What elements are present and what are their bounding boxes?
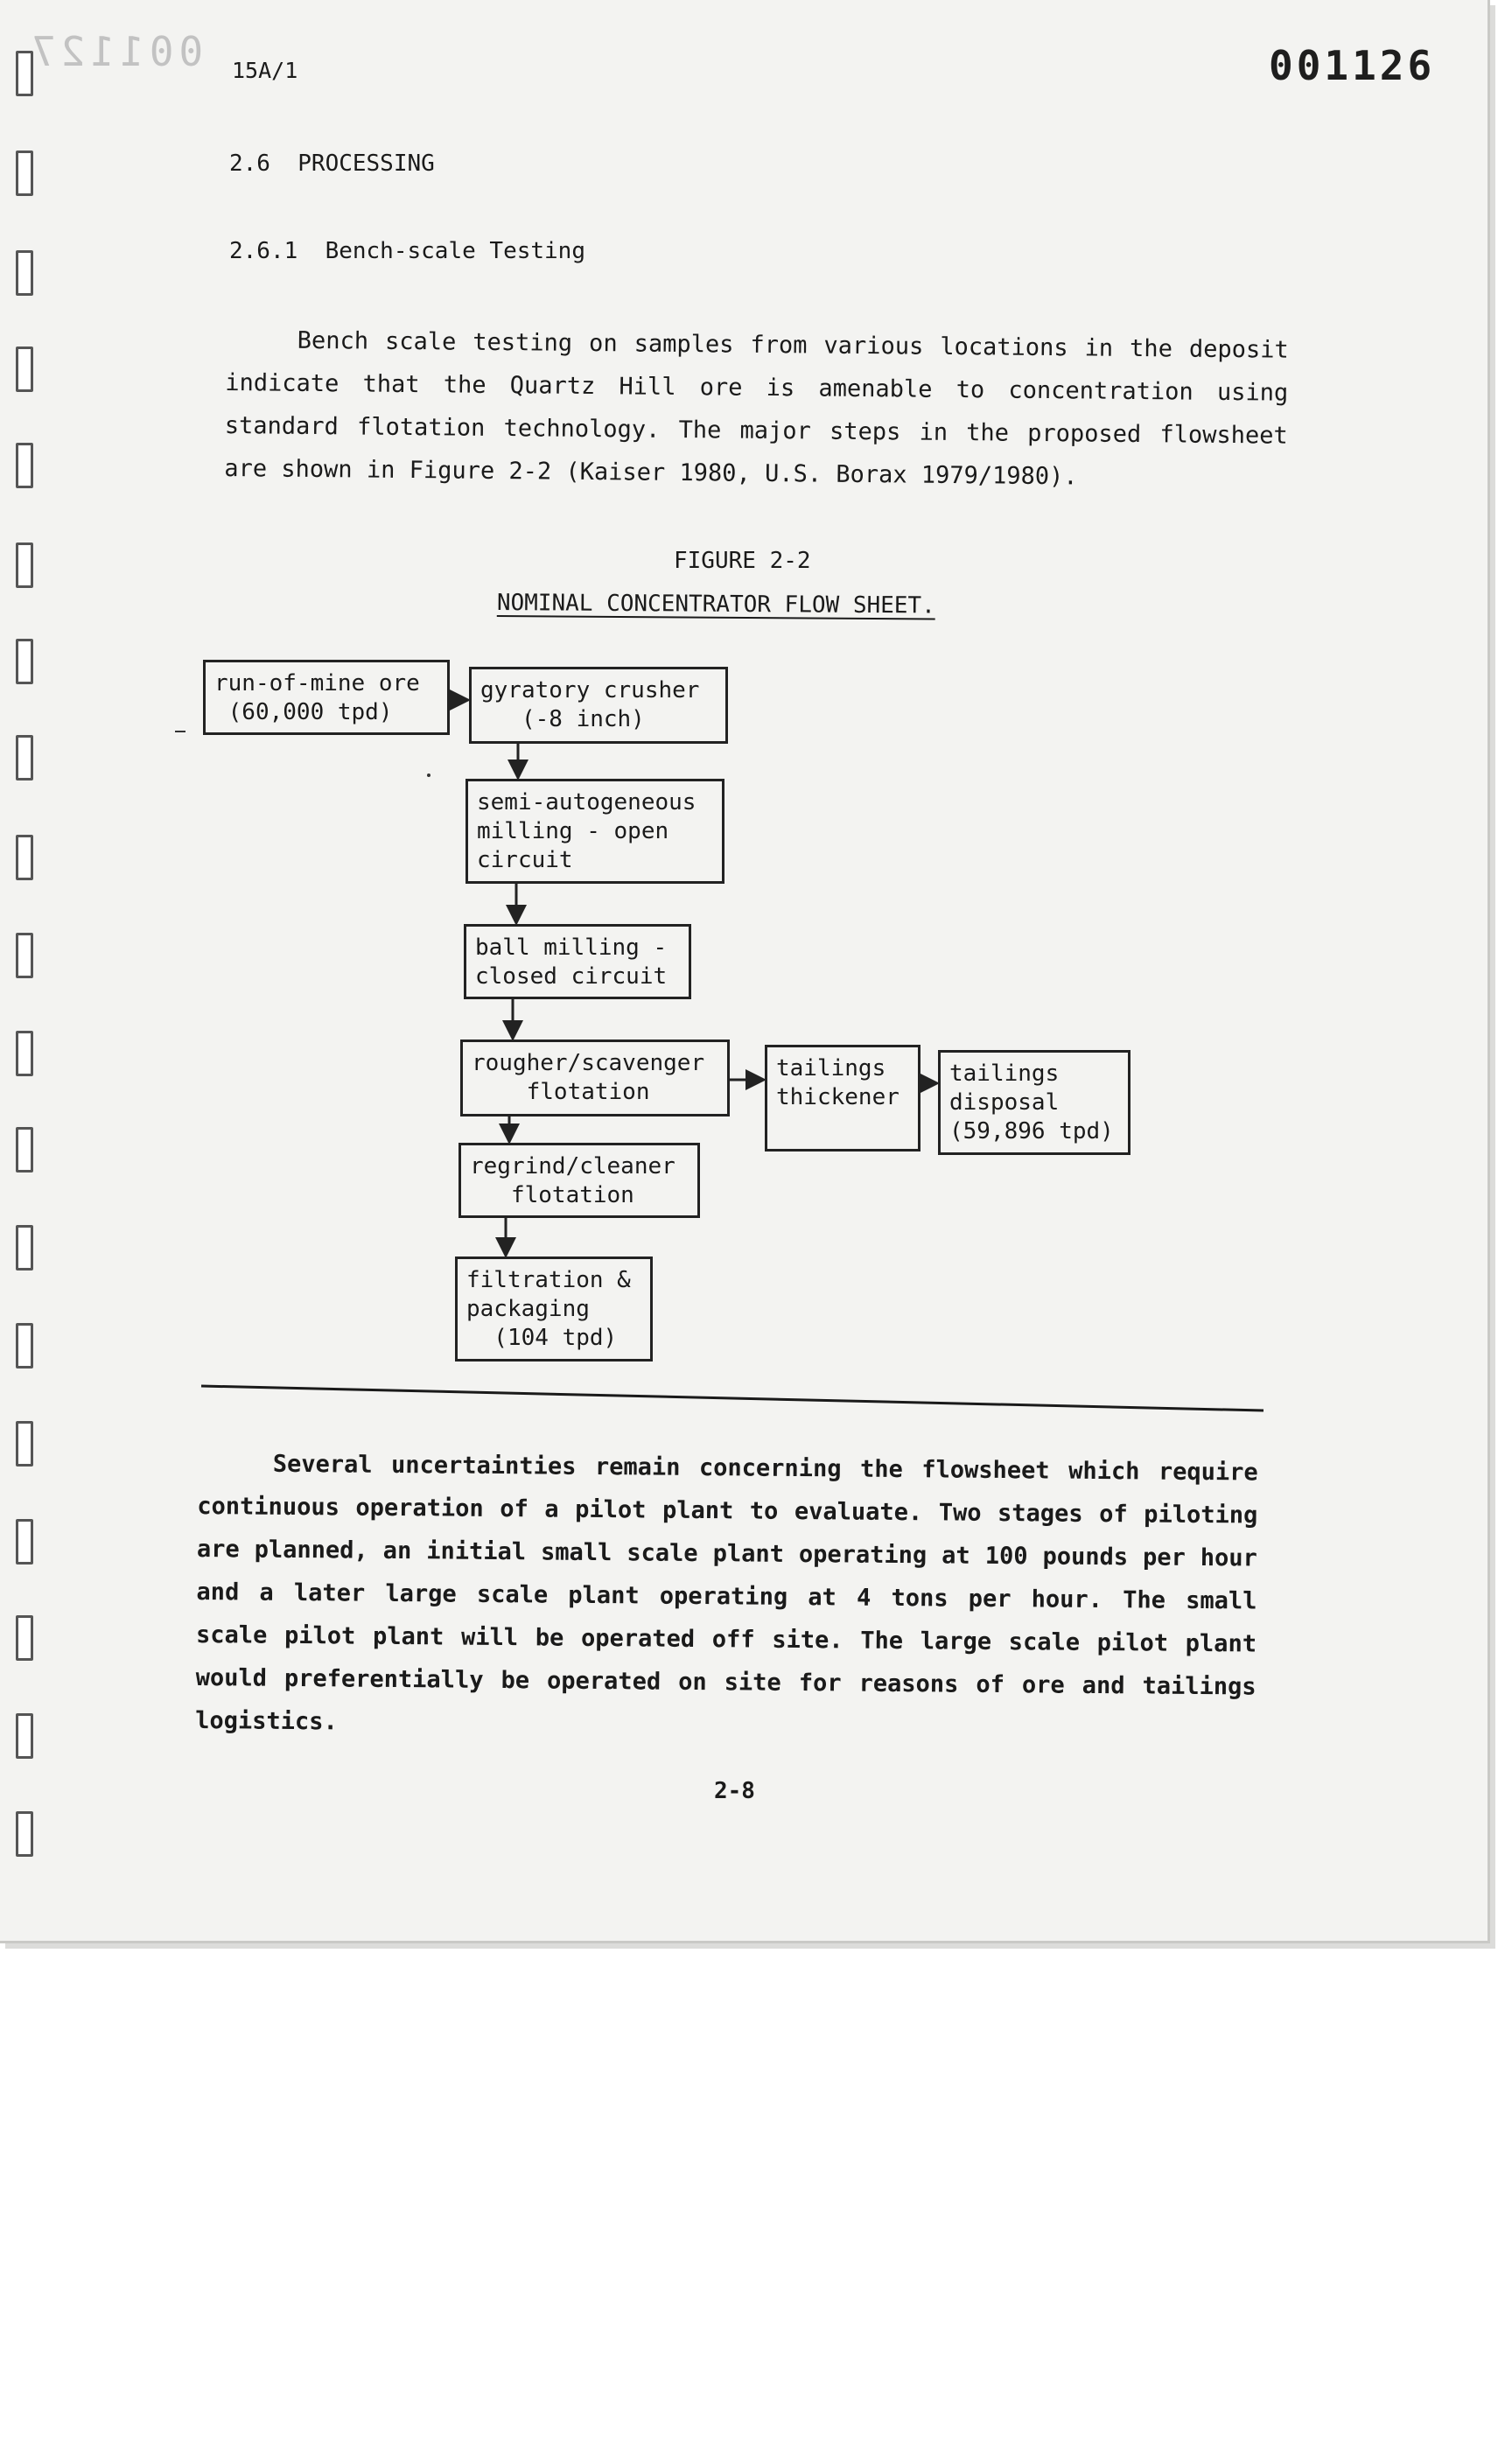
node-label: tailings [776,1055,886,1082]
node-label: (60,000 tpd) [214,699,393,725]
binder-hole [16,542,33,588]
node-label: milling - open [477,818,669,844]
binder-hole [16,1031,33,1076]
binder-hole [16,1127,33,1172]
node-label: rougher/scavenger [472,1050,705,1076]
document-code: 15A/1 [232,58,298,83]
node-label: packaging [466,1296,590,1322]
node-label: (-8 inch) [480,706,645,732]
node-label: flotation [470,1182,634,1208]
binder-hole [16,443,33,488]
node-label: ball milling - [475,934,668,961]
node-label: disposal [949,1089,1060,1116]
flow-node-tailings-thickener [765,1045,920,1152]
binder-hole [16,1519,33,1564]
flow-node-run-of-mine-ore [203,660,450,735]
binder-hole [16,150,33,196]
node-label: closed circuit [475,963,668,990]
node-label: semi-autogeneous [477,789,696,816]
flow-node-rougher-scavenger-flotation [460,1040,730,1116]
binder-hole [16,250,33,296]
subsection-heading: 2.6.1 Bench-scale Testing [229,238,585,264]
node-label: circuit [477,847,573,873]
flow-node-gyratory-crusher [469,667,728,744]
node-label: gyratory crusher [480,677,700,704]
flow-node-semi-autogeneous-milling [466,779,724,884]
figure-caption: NOMINAL CONCENTRATOR FLOW SHEET. [496,590,935,620]
node-label: thickener [776,1084,900,1110]
binder-hole [16,735,33,780]
node-label: run-of-mine ore [214,670,420,696]
binder-hole [16,933,33,978]
binder-hole [16,1811,33,1857]
intro-paragraph: Bench scale testing on samples from various locations in the deposit indicate that the Quartz Hill ore is amenable to concentration using standard flotation technology. The major steps in the proposed flowsheet are shown in Figure 2-2 (Kaiser 1980, U.S. Borax 1979/1980). [224,326,1289,491]
node-label: regrind/cleaner [470,1153,676,1180]
figure-number: FIGURE 2-2 [674,548,811,574]
node-label: tailings [949,1060,1060,1087]
flow-node-filtration-packaging [455,1256,653,1362]
flow-node-tailings-disposal [938,1050,1130,1155]
page-stamp: 001126 [1269,42,1436,89]
binder-hole [16,1421,33,1466]
bleed-through-stamp: 001127 [26,28,204,75]
node-label: (104 tpd) [466,1325,618,1351]
flow-node-regrind-cleaner-flotation [458,1143,700,1218]
section-heading: 2.6 PROCESSING [229,150,435,177]
binder-hole [16,1323,33,1368]
binder-hole [16,346,33,392]
node-label: filtration & [466,1267,631,1293]
binder-hole [16,835,33,880]
flow-node-ball-milling [464,924,691,999]
binder-hole [16,1713,33,1759]
binder-hole [16,1615,33,1661]
node-label: flotation [472,1079,650,1105]
binder-hole [16,1225,33,1270]
page-number: 2-8 [714,1778,755,1804]
node-label: (59,896 tpd) [949,1118,1114,1144]
binder-hole [16,639,33,684]
uncertainties-paragraph: Several uncertainties remain concerning the flowsheet which require continuous operation of a pilot plant to evaluate. Two stages of piloting are planned, an initial small scale plant operating at 100 pounds per hour and a later large scale plant operating at 4 tons per hour. The small scale pilot plant will be operated off site. The large scale pilot plant would preferentially be operated on site for reasons of ore and tailings logistics. [195,1450,1258,1736]
